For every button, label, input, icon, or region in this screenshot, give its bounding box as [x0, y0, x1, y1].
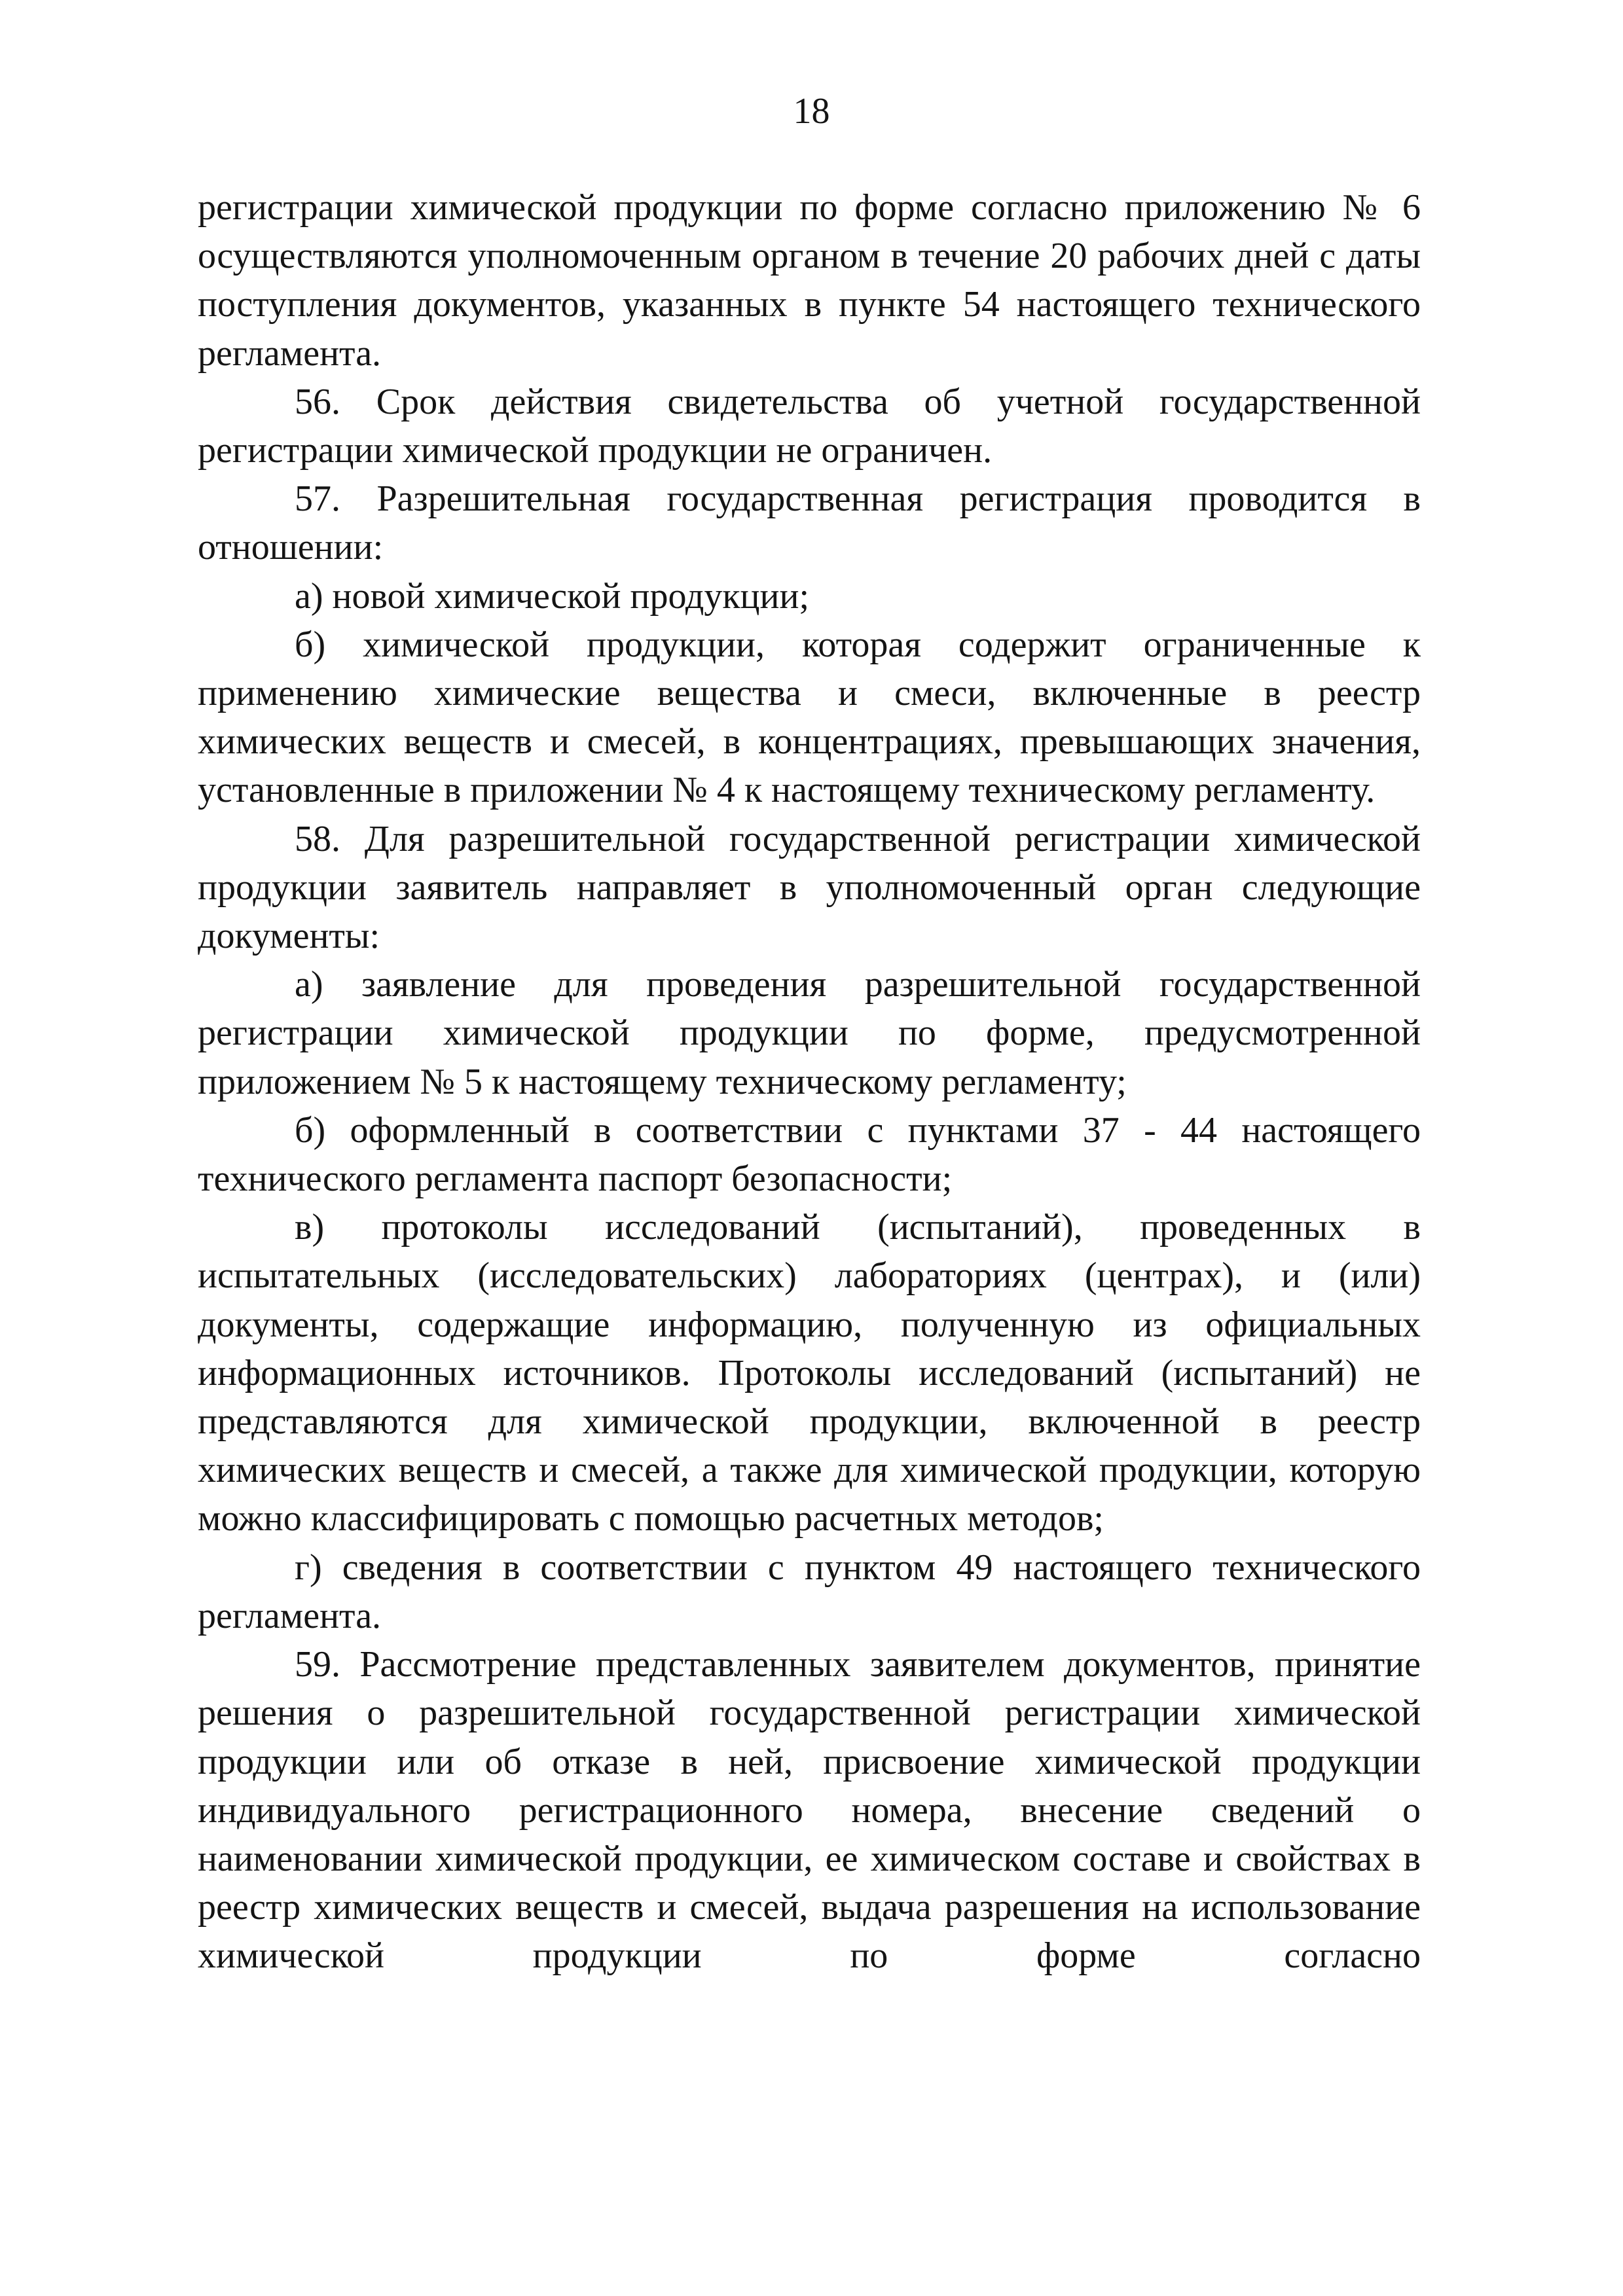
page-number: 18 [793, 91, 830, 132]
paragraph-59: 59. Рассмотрение представленных заявителем документов, принятие решения о разрешительной государственной регистрации химической продукции или об отказе в ней, присвоение химической продукции индивидуального регистрационного номера, внесение сведений о наименовании химической продукции, ее химическом составе и свойствах в реестр химических веществ и смесей, выдача разрешения на использование химической продукции по форме согласно [198, 1644, 1421, 1977]
paragraph-56: 56. Срок действия свидетельства об учетной государственной регистрации химической продукции не ограничен. [198, 381, 1421, 471]
paragraph-57-item-a: а) новой химической продукции; [295, 575, 809, 617]
paragraph-58-item-b: б) оформленный в соответствии с пунктами 37 - 44 настоящего технического регламента паспорт безопасности; [198, 1109, 1421, 1200]
paragraph-57: 57. Разрешительная государственная регистрация проводится в отношении: [198, 478, 1421, 568]
paragraph-57-item-b: б) химической продукции, которая содержит ограниченные к применению химические вещества и смеси, включенные в реестр химических веществ и смесей, в концентрациях, превышающих значения, установленные в приложении № 4 к настоящему техническому регламенту. [198, 624, 1421, 811]
paragraph-58-item-v: в) протоколы исследований (испытаний), проведенных в испытательных (исследовательских) лабораториях (центрах), и (или) документы, содержащие информацию, полученную из официальных информационных источников. Протоколы исследований (испытаний) не представляются для химической продукции, включенной в реестр химических веществ и смесей, а также для химической продукции, которую можно классифицировать с помощью расчетных методов; [198, 1207, 1421, 1539]
document-body [198, 183, 1421, 1981]
paragraph-58-item-g: г) сведения в соответствии с пунктом 49 настоящего технического регламента. [198, 1547, 1421, 1636]
paragraph-58: 58. Для разрешительной государственной регистрации химической продукции заявитель направляет в уполномоченный орган следующие документы: [198, 818, 1421, 957]
paragraph-55-continuation: регистрации химической продукции по форме согласно приложению № 6 осуществляются уполномоченным органом в течение 20 рабочих дней с даты поступления документов, указанных в пункте 54 настоящего технического регламента. [198, 187, 1421, 374]
paragraph-58-item-a: а) заявление для проведения разрешительной государственной регистрации химической продукции по форме, предусмотренной приложением № 5 к настоящему техническому регламенту; [198, 964, 1421, 1102]
